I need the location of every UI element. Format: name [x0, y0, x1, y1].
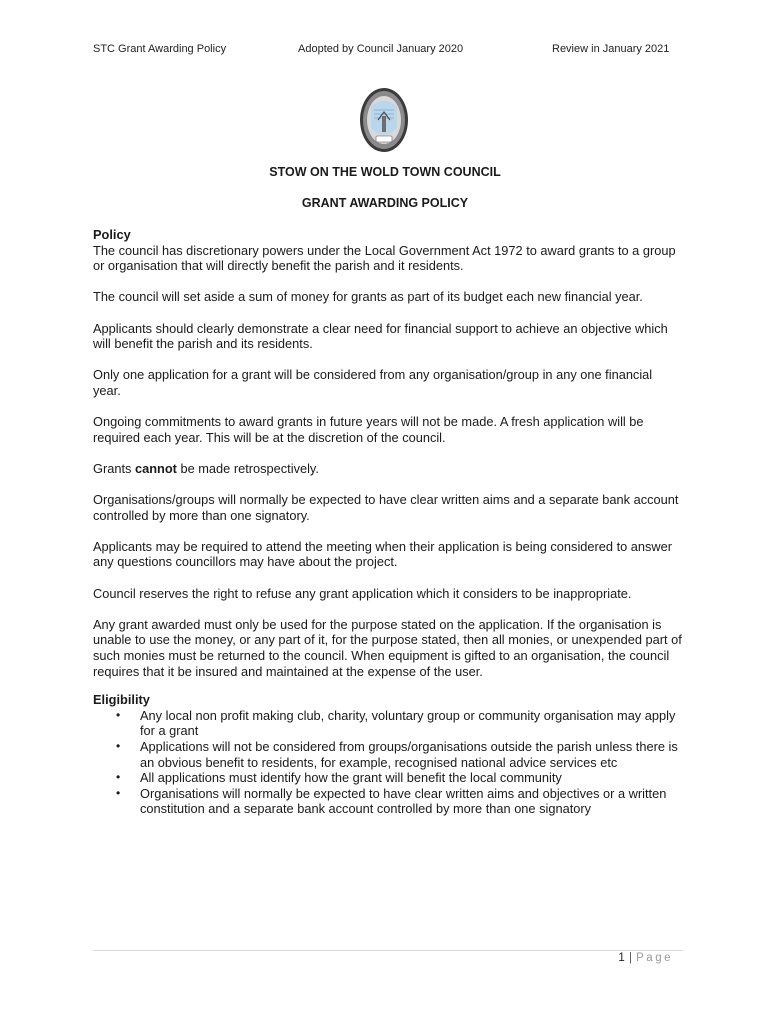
eligibility-item-text: Organisations will normally be expected to have clear written aims and objectives or a written constitution and a separate bank account controlled by more than one signatory — [140, 785, 667, 817]
policy-paragraph: Organisations/groups will normally be expected to have clear written aims and a separate bank account controlled by more than one signatory. — [93, 492, 679, 523]
page-footer — [618, 952, 673, 964]
eligibility-list — [93, 708, 683, 817]
town-council-seal-icon — [358, 86, 410, 154]
policy-paragraph: The council will set aside a sum of money for grants as part of its budget each new financial year. — [93, 289, 643, 305]
bullet-icon: • — [116, 785, 121, 800]
page-number: 1 — [618, 952, 626, 964]
list-item — [93, 708, 683, 739]
retrospective-paragraph — [93, 461, 683, 477]
policy-paragraph: Only one application for a grant will be considered from any organisation/group in any one financial year. — [93, 367, 653, 398]
header-center-text: Adopted by Council January 2020 — [298, 43, 464, 55]
eligibility-item-text: Applications will not be considered from groups/organisations outside the parish unless there is an obvious benefit to residents, for example, recognised national advice services etc — [140, 739, 678, 770]
page-label: Page — [636, 952, 673, 964]
policy-paragraph: Applicants may be required to attend the meeting when their application is being considered to answer any questions councillors may have about the project. — [93, 538, 673, 570]
document-body — [93, 227, 683, 817]
list-item — [93, 786, 683, 817]
eligibility-heading: Eligibility — [93, 692, 150, 708]
list-item — [93, 739, 683, 770]
policy-paragraph: Ongoing commitments to award grants in future years will not be made. A fresh application will be required each year. This will be at the discretion of the council. — [93, 414, 644, 445]
bullet-icon: • — [116, 707, 121, 722]
footer-separator: | — [628, 952, 633, 964]
retro-emphasis: cannot — [134, 460, 177, 476]
list-item — [93, 770, 683, 786]
footer-divider — [93, 950, 683, 951]
policy-title: GRANT AWARDING POLICY — [301, 196, 469, 210]
eligibility-item-text: All applications must identify how the grant will benefit the local community — [140, 770, 562, 786]
bullet-icon: • — [116, 770, 121, 785]
policy-paragraph: Council reserves the right to refuse any grant application which it considers to be inappropriate. — [93, 585, 632, 601]
eligibility-item-text: Any local non profit making club, charity, voluntary group or community organisation may apply for a grant — [140, 707, 676, 739]
bullet-icon: • — [116, 739, 121, 753]
header-left-text: STC Grant Awarding Policy — [93, 43, 227, 55]
header-right-text: Review in January 2021 — [552, 43, 670, 55]
policy-paragraph: The council has discretionary powers under the Local Government Act 1972 to award grants to a group or organisation that will directly benefit the parish and it residents. — [93, 242, 676, 274]
policy-paragraph: Any grant awarded must only be used for the purpose stated on the application. If the organisation is unable to use the money, or any part of it, for the purpose stated, then all monies, or unexpended part of such monies must be returned to the council. When equipment is gifted to an organisation, the council requires that it be insured and maintained at the expense of the user. — [93, 616, 682, 679]
retro-text-before: Grants — [93, 460, 135, 476]
council-title: STOW ON THE WOLD TOWN COUNCIL — [269, 165, 501, 179]
policy-heading: Policy — [93, 227, 131, 242]
retro-text-after: be made retrospectively. — [176, 460, 319, 476]
policy-paragraph: Applicants should clearly demonstrate a clear need for financial support to achieve an objective which will benefit the parish and its residents. — [93, 320, 668, 352]
